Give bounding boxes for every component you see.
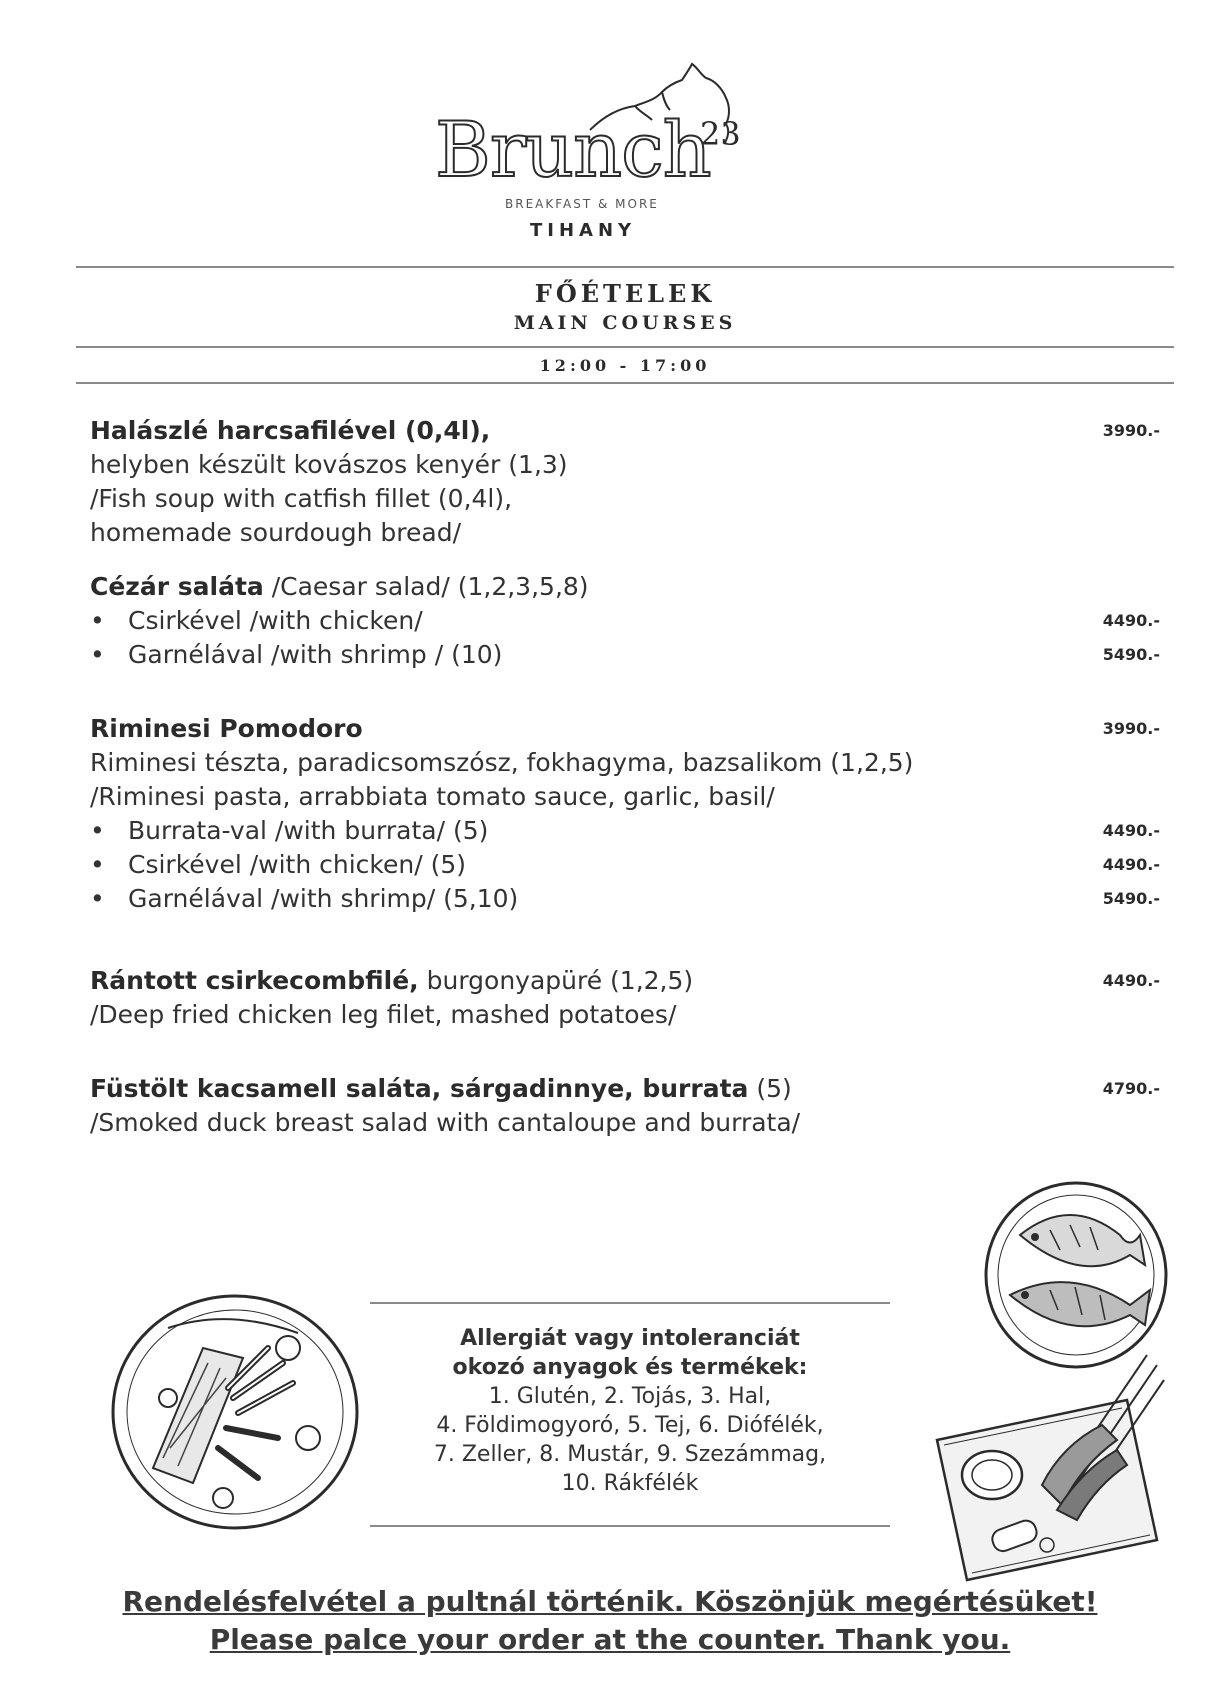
footer-notice-hu: Rendelésfelvétel a pultnál történik. Köszönjük megértésüket! xyxy=(122,1585,1098,1618)
menu-item-description: /Deep fried chicken leg filet, mashed potatoes/ xyxy=(90,1000,677,1029)
divider-bottom xyxy=(76,382,1174,384)
menu-item-name: Füstölt kacsamell saláta, sárgadinnye, burrata (5) xyxy=(90,1074,792,1103)
menu-item-option: • Garnélával /with shrimp/ (5,10) xyxy=(90,884,519,913)
menu-item-description: /Smoked duck breast salad with cantaloupe and burrata/ xyxy=(90,1108,801,1137)
menu-item-price: 3990.- xyxy=(1102,719,1160,738)
menu-item-option: • Csirkével /with chicken/ xyxy=(90,606,423,635)
menu-item-price: 4490.- xyxy=(1102,855,1160,874)
menu-item-name: Cézár saláta /Caesar salad/ (1,2,3,5,8) xyxy=(90,572,589,601)
menu-item-description: /Riminesi pasta, arrabbiata tomato sauce, garlic, basil/ xyxy=(90,782,775,811)
menu-item-allergens: (5) xyxy=(748,1074,792,1103)
section-title-hu: FŐÉTELEK xyxy=(534,279,716,308)
menu-item-allergens: burgonyapüré (1,2,5) xyxy=(418,966,694,995)
menu-item-description: helyben készült kovászos kenyér (1,3) xyxy=(90,450,568,479)
allergen-list-line: 4. Földimogyoró, 5. Tej, 6. Diófélék, xyxy=(436,1413,824,1438)
menu-item-price: 4490.- xyxy=(1102,971,1160,990)
allergen-list-line: 1. Glutén, 2. Tojás, 3. Hal, xyxy=(488,1384,772,1409)
menu-item-name: Halászlé harcsafilével (0,4l), xyxy=(90,416,491,445)
allergen-list-line: 10. Rákfélék xyxy=(561,1471,699,1496)
menu-item-price: 4490.- xyxy=(1102,821,1160,840)
divider-top xyxy=(76,266,1174,268)
menu-item-price: 5490.- xyxy=(1102,645,1160,664)
section-hours: 12:00 - 17:00 xyxy=(539,356,711,375)
allergen-divider-top xyxy=(370,1302,890,1304)
brand-number: 23 xyxy=(700,115,741,153)
grilled-fish-plate-icon xyxy=(108,1288,363,1538)
menu-item-price: 3990.- xyxy=(1102,421,1160,440)
menu-item-description: /Fish soup with catfish fillet (0,4l), xyxy=(90,484,513,513)
menu-item-option: • Csirkével /with chicken/ (5) xyxy=(90,850,467,879)
menu-item-description: homemade sourdough bread/ xyxy=(90,518,462,547)
skewers-board-icon xyxy=(932,1345,1172,1585)
menu-item-allergens: /Caesar salad/ (1,2,3,5,8) xyxy=(263,572,589,601)
brand-city: TIHANY xyxy=(530,220,637,241)
menu-item-price: 4790.- xyxy=(1102,1079,1160,1098)
menu-item-price: 5490.- xyxy=(1102,889,1160,908)
allergen-title: okozó anyagok és termékek: xyxy=(452,1355,808,1380)
logo xyxy=(430,60,790,250)
menu-item-option: • Garnélával /with shrimp / (10) xyxy=(90,640,503,669)
allergen-list-line: 7. Zeller, 8. Mustár, 9. Szezámmag, xyxy=(433,1442,827,1467)
menu-item-option: • Burrata-val /with burrata/ (5) xyxy=(90,816,489,845)
menu-item-name: Riminesi Pomodoro xyxy=(90,714,363,743)
brand-name: Brunch xyxy=(435,105,711,194)
divider-middle xyxy=(76,346,1174,348)
allergen-title: Allergiát vagy intoleranciát xyxy=(460,1326,800,1351)
section-title-en: MAIN COURSES xyxy=(513,312,737,334)
menu-item-name: Rántott csirkecombfilé, burgonyapüré (1,2,5) xyxy=(90,966,694,995)
allergen-divider-bottom xyxy=(370,1525,890,1527)
brand-tagline: BREAKFAST & MORE xyxy=(505,197,659,211)
footer-notice-en: Please palce your order at the counter. Thank you. xyxy=(209,1623,1011,1656)
menu-item-price: 4490.- xyxy=(1102,611,1160,630)
menu-item-description: Riminesi tészta, paradicsomszósz, fokhagyma, bazsalikom (1,2,5) xyxy=(90,748,914,777)
